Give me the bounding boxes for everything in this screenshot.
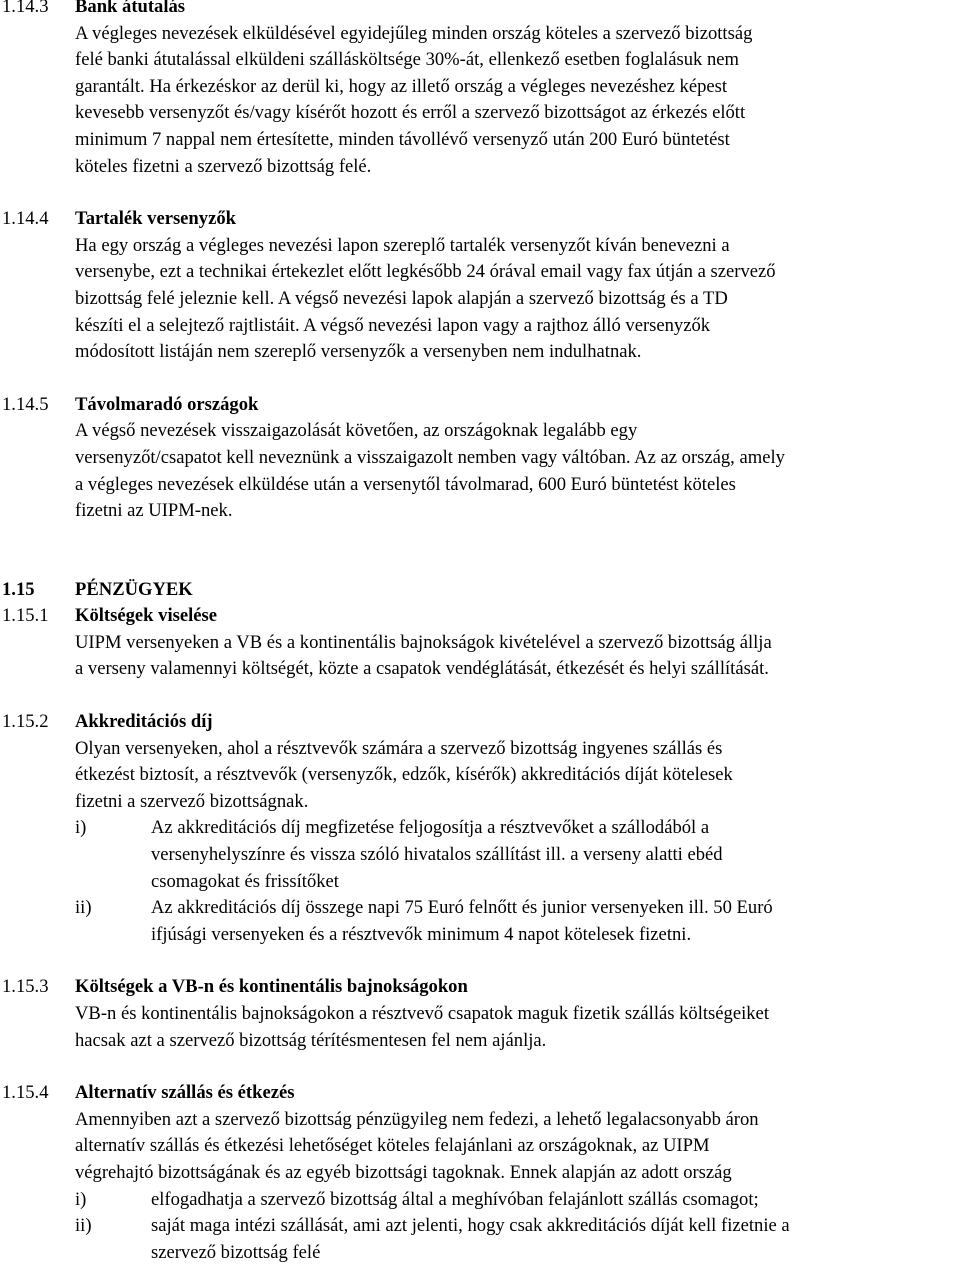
item-line: Az akkreditációs díj megfizetése feljogosítja a résztvevőket a szállodából a — [151, 817, 710, 839]
body-line: versenyzőt/csapatot kell neveznünk a visszaigazolt nemben vagy váltóban. Az az ország, amely — [75, 446, 785, 468]
section-body — [75, 630, 955, 683]
section-heading: Bank átutalás — [75, 0, 186, 17]
body-line: végrehajtó bizottságának és az egyéb bizottsági tagoknak. Ennek alapján az adott ország — [75, 1161, 732, 1183]
section-1-15-2 — [0, 709, 960, 948]
body-line: VB-n és kontinentális bajnokságokon a résztvevő csapatok maguk fizetik szállás költségeiket — [75, 1003, 769, 1024]
section-1-15-3 — [0, 974, 960, 1054]
body-line: fizetni az UIPM-nek. — [75, 500, 233, 522]
body-line: hacsak azt a szervező bizottság térítésmentesen fel nem ajánlja. — [75, 1029, 547, 1051]
body-line: Amennyiben azt a szervező bizottság pénzügyileg nem fedezi, a lehető legalacsonyabb áron — [75, 1108, 759, 1130]
chapter-1-15 — [0, 577, 960, 604]
list-item — [75, 815, 960, 895]
list-marker: i) — [75, 817, 87, 839]
body-line: köteles fizetni a szervező bizottság felé. — [75, 155, 372, 177]
section-1-15-4 — [0, 1080, 960, 1266]
chapter-heading: PÉNZÜGYEK — [75, 578, 193, 600]
body-line: versenybe, ezt a technikai értekezlet előtt legkésőbb 24 órával email vagy fax útján a szervező — [75, 261, 776, 283]
body-line: felé banki átutalással elküldeni szállásköltsége 30%-át, ellenkező esetben foglalásuk nem — [75, 49, 739, 71]
item-line: csomagokat és frissítőket — [151, 870, 339, 892]
list-marker: i) — [75, 1188, 87, 1210]
list-marker: ii) — [75, 897, 92, 919]
body-line: kevesebb versenyzőt és/vagy kísérőt hozott és erről a szervező bizottságot az érkezés előtt — [75, 102, 746, 124]
list-marker: ii) — [75, 1215, 92, 1237]
section-number: 1.15.3 — [2, 976, 49, 998]
list-item — [75, 1187, 960, 1214]
item-line: ifjúsági versenyeken és a résztvevők minimum 4 napot kötelesek fizetni. — [151, 923, 692, 945]
item-line: saját maga intézi szállását, ami azt jelenti, hogy csak akkreditációs díját kell fizetnie a — [151, 1215, 790, 1237]
section-heading: Költségek viselése — [75, 605, 218, 627]
chapter-number: 1.15 — [2, 578, 35, 600]
list-item — [75, 895, 960, 948]
body-line: készíti el a selejtező rajtlistáit. A végső nevezési lapon vagy a rajthoz álló versenyzők — [75, 314, 711, 336]
section-1-14-4 — [0, 206, 960, 366]
section-heading: Akkreditációs díj — [75, 711, 213, 733]
list-item — [75, 1213, 960, 1266]
section-body — [75, 418, 955, 524]
body-line: bizottság felé jeleznie kell. A végső nevezési lapok alapján a szervező bizottság és a TD — [75, 287, 728, 309]
section-heading: Tartalék versenyzők — [75, 208, 236, 230]
section-number: 1.15.4 — [2, 1082, 49, 1104]
body-line: Olyan versenyeken, ahol a résztvevők számára a szervező bizottság ingyenes szállás és — [75, 737, 723, 759]
item-line: versenyhelyszínre és vissza szóló hivatalos szállítást ill. a verseny alatti ebéd — [151, 844, 723, 866]
body-line: Ha egy ország a végleges nevezési lapon szereplő tartalék versenyzőt kíván benevezni a — [75, 234, 730, 256]
section-1-14-5 — [0, 392, 960, 525]
item-line: elfogadhatja a szervező bizottság által a meghívóban felajánlott szállás csomagot; — [151, 1188, 759, 1210]
section-number: 1.14.5 — [2, 393, 49, 415]
body-line: a verseny valamennyi költségét, közte a csapatok vendéglátását, étkezését és helyi szállítását. — [75, 658, 769, 680]
body-line: alternatív szállás és étkezési lehetőséget köteles felajánlani az országoknak, az UIPM — [75, 1135, 710, 1157]
body-line: UIPM versenyeken a VB és a kontinentális bajnokságok kivételével a szervező bizottság állja — [75, 631, 772, 653]
body-line: fizetni a szervező bizottságnak. — [75, 790, 309, 812]
section-heading: Alternatív szállás és étkezés — [75, 1082, 295, 1104]
section-body — [75, 736, 955, 816]
section-body — [75, 1107, 955, 1187]
body-line: minimum 7 nappal nem értesítette, minden távollévő versenyző után 200 Euró büntetést — [75, 128, 730, 150]
body-line: A végső nevezések visszaigazolását követően, az országoknak legalább egy — [75, 420, 638, 442]
body-line: módosított listáján nem szereplő versenyzők a versenyben nem indulhatnak. — [75, 341, 642, 363]
section-number: 1.15.1 — [2, 605, 49, 627]
section-number: 1.14.3 — [2, 0, 49, 17]
section-1-14-3 — [0, 0, 960, 180]
item-line: szervező bizottság felé — [151, 1241, 321, 1263]
body-line: a végleges nevezések elküldése után a versenytől távolmarad, 600 Euró büntetést köteles — [75, 473, 736, 495]
body-line: A végleges nevezések elküldésével egyidejűleg minden ország köteles a szervező bizottság — [75, 22, 753, 44]
section-heading: Távolmaradó országok — [75, 393, 259, 415]
section-body — [75, 1001, 955, 1054]
section-number: 1.15.2 — [2, 711, 49, 733]
body-line: étkezést biztosít, a résztvevők (versenyzők, edzők, kísérők) akkreditációs díját kötelesek — [75, 764, 733, 786]
section-1-15-1 — [0, 603, 960, 683]
body-line: garantált. Ha érkezéskor az derül ki, hogy az illető ország a végleges nevezéshez képest — [75, 75, 728, 97]
section-number: 1.14.4 — [2, 208, 49, 230]
section-body — [75, 21, 955, 181]
section-body — [75, 233, 955, 366]
section-heading: Költségek a VB-n és kontinentális bajnokságokon — [75, 976, 468, 998]
item-line: Az akkreditációs díj összege napi 75 Euró felnőtt és junior versenyeken ill. 50 Euró — [151, 897, 773, 919]
